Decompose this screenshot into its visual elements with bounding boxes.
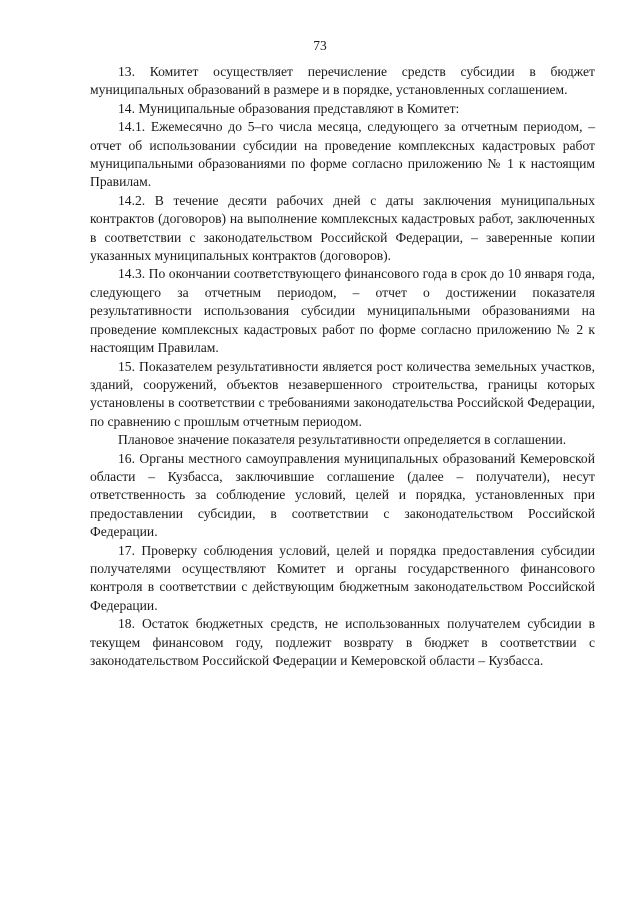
- paragraph-14-1: 14.1. Ежемесячно до 5–го числа месяца, следующего за отчетным периодом, – отчет об использовании субсидии на проведение комплексных кадастровых работ муниципальными образованиями по форме согласно приложению № 1 к настоящим Правилам.: [90, 119, 595, 190]
- paragraph-17: 17. Проверку соблюдения условий, целей и порядка предоставления субсидии получателями осуществляют Комитет и органы государственного финансового контроля в соответствии с действующим бюджетным законодательством Российской Федерации.: [90, 542, 595, 613]
- paragraph-15: 15. Показателем результативности является рост количества земельных участков, зданий, сооружений, объектов незавершенного строительства, границы которых установлены в соответствии с требованиями законодательства Российской Федерации, по сравнению с прошлым отчетным периодом.: [90, 358, 595, 429]
- document-body: [90, 63, 595, 670]
- page-number: 73: [313, 38, 327, 53]
- paragraph-14-3: 14.3. По окончании соответствующего финансового года в срок до 10 января года, следующего за отчетным периодом, – отчет о достижении показателя результативности использования субсидии муниципальными образованиями на проведение комплексных кадастровых работ по форме согласно приложению № 2 к настоящим Правилам.: [90, 266, 595, 356]
- paragraph-16: 16. Органы местного самоуправления муниципальных образований Кемеровской области – Кузбасса, заключившие соглашение (далее – получатели), несут ответственность за соблюдение условий, целей и порядка, установленных при предоставлении субсидии, в соответствии с законодательством Российской Федерации.: [90, 450, 595, 540]
- paragraph-14-2: 14.2. В течение десяти рабочих дней с даты заключения муниципальных контрактов (договоров) на выполнение комплексных кадастровых работ, заключенных в соответствии с законодательством Российской Федерации, – заверенные копии указанных муниципальных контрактов (договоров).: [90, 192, 595, 264]
- paragraph-13: 13. Комитет осуществляет перечисление средств субсидии в бюджет муниципальных образований в размере и в порядке, установленных соглашением.: [90, 64, 595, 98]
- paragraph-18: 18. Остаток бюджетных средств, не использованных получателем субсидии в текущем финансовом году, подлежит возврату в бюджет в соответствии с законодательством Российской Федерации и Кемеровской области – Кузбасса.: [90, 616, 595, 668]
- paragraph-14: 14. Муниципальные образования представляют в Комитет:: [118, 100, 460, 116]
- paragraph-planned-value: Плановое значение показателя результативности определяется в соглашении.: [118, 432, 567, 448]
